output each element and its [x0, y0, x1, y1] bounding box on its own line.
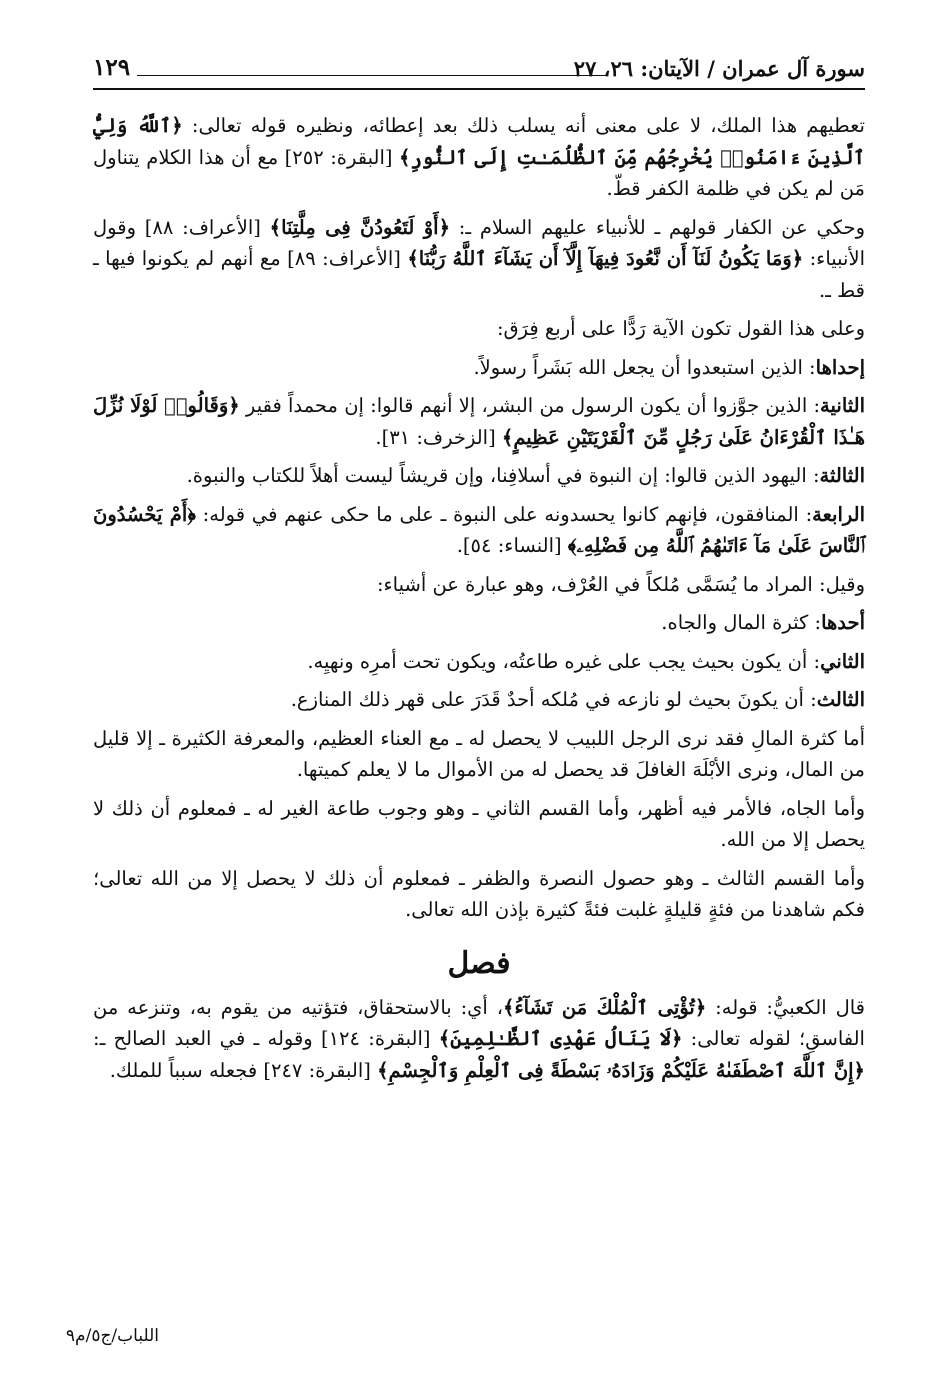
paragraph-text: : المنافقون، فإنهم كانوا يحسدونه على النبوة ـ على ما حكى عنهم في قوله:: [195, 502, 813, 526]
footer-signature: اللباب/ج٥/م٩: [65, 1326, 159, 1346]
quran-verse: ﴿وَقَالُوا۟ لَوْلَا نُزِّلَ هَـٰذَا ٱلْقُرْءَانُ عَلَىٰ رَجُلٍ مِّنَ ٱلْقَرْيَتَيْنِ عَظِيمٍ﴾: [93, 394, 865, 449]
quran-verse: ﴿أَوْ لَتَعُودُنَّ فِى مِلَّتِنَا﴾: [269, 215, 450, 239]
paragraph-text: : اليهود الذين قالوا: إن النبوة في أسلافِنا، وإن قريشاً ليست أهلاً للكتاب والنبوة.: [186, 464, 820, 487]
paragraph-text: : أن يكونَ بحيث لو نازعه في مُلكه أحدٌ قَدَرَ على قهر ذلك المنازع.: [290, 688, 817, 711]
item-label: الثاني: [820, 649, 865, 673]
paragraph: [93, 646, 865, 678]
quran-verse: ﴿ٱللَّهُ وَلِيُّ ٱلَّذِينَ ءَامَنُوا۟ يُخْرِجُهُم مِّنَ ٱلظُّلُمَـٰتِ إِلَى ٱلنُّورِ﴾: [93, 114, 865, 169]
paragraph-text: [النساء: ٥٤].: [456, 534, 568, 557]
paragraph: أما كثرة المالِ فقد نرى الرجل اللبيب لا يحصل له ـ مع العناء العظيم، والمعرفة الكثيرة ـ إلا قليل من المال، ونرى الأبْلَهَ الغافلَ قد يحصل له من الأموال ما لا يعلم كميتها.: [93, 726, 865, 781]
page-header: [93, 44, 865, 84]
paragraph-text: : الذين استبعدوا أن يجعل الله بَشَراً رسولاً.: [473, 355, 816, 379]
paragraph-text: قال الكعبيُّ: قوله:: [706, 995, 865, 1019]
section-heading: فصل: [447, 945, 511, 981]
item-label: إحداها: [815, 355, 865, 379]
quran-verse: ﴿أَمْ يَحْسُدُونَ ٱلنَّاسَ عَلَىٰ مَآ ءَاتَىٰهُمُ ٱللَّهُ مِن فَضْلِهِۦ﴾: [93, 502, 865, 557]
paragraph-text: : الذين جوَّزوا أن يكون الرسول من البشر، إلا أنهم قالوا: إن محمداً فقير: [239, 394, 821, 417]
paragraph: [93, 110, 865, 205]
paragraph-text: : كثرة المال والجاه.: [661, 611, 822, 634]
header-divider: [93, 88, 865, 90]
paragraph-text: تعطيهم هذا الملك، لا على معنى أنه يسلب ذلك بعد إعطائه، ونظيره قوله تعالى:: [182, 114, 865, 137]
paragraph: [93, 607, 865, 639]
paragraph-text: [البقرة: ١٢٤] وقوله ـ في العبد الصالح ـ:: [93, 1027, 439, 1050]
item-label: الثانية: [820, 394, 865, 417]
paragraph: [93, 390, 865, 453]
item-label: الثالثة: [819, 464, 865, 487]
item-label: أحدها: [821, 611, 865, 634]
paragraph-text: [الأعراف: ٨٩] مع أنهم لم يكونوا فيها ـ قط ـ.: [93, 247, 865, 302]
paragraph-text: [البقرة: ٢٥٢] مع أن هذا الكلام يتناول مَن لم يكن في ظلمة الكفر قطّ.: [93, 145, 865, 200]
paragraph: [93, 352, 865, 384]
paragraph: [93, 499, 865, 562]
paragraph-text: [البقرة: ٢٤٧] فجعله سبباً للملك.: [109, 1058, 378, 1082]
paragraph-text: وحكي عن الكفار قولهم ـ للأنبياء عليهم السلام ـ:: [450, 215, 866, 239]
quran-verse: ﴿تُؤْتِى ٱلْمُلْكَ مَن تَشَآءُ﴾: [503, 995, 707, 1019]
paragraph: [93, 992, 865, 1087]
paragraph: [93, 684, 865, 716]
paragraph: وعلى هذا القول تكون الآية رَدًّا على أربع فِرَق:: [496, 317, 865, 340]
running-title: سورة آل عمران / الآيتان: ٢٦، ٢٧: [573, 56, 865, 81]
quran-verse: ﴿لَا يَنَالُ عَهْدِى ٱلظَّـٰلِمِينَ﴾: [438, 1027, 683, 1050]
paragraph: [93, 460, 865, 492]
item-label: الرابعة: [812, 502, 865, 526]
quran-verse: ﴿وَمَا يَكُونُ لَنَآ أَن نَّعُودَ فِيهَآ إِلَّآ أَن يَشَآءَ ٱللَّهُ رَبُّنَا﴾: [407, 247, 804, 270]
paragraph: وأما الجاه، فالأمر فيه أظهر، وأما القسم الثاني ـ وهو وجوب طاعة الغير له ـ فمعلوم أن ذلك لا يحصل إلا من الله.: [93, 796, 865, 851]
paragraph-text: [الأعراف: ٨٨] وقول الأنبياء:: [93, 215, 866, 270]
header-line: [137, 75, 607, 76]
paragraph-text: ، أي: بالاستحقاق، فتؤتيه من يقوم به، وتنزعه من الفاسقِ؛ لقوله تعالى:: [93, 995, 865, 1050]
item-label: الثالث: [816, 688, 865, 711]
paragraph: وقيل: المراد ما يُسَمَّى مُلكاً في العُرْف، وهو عبارة عن أشياء:: [376, 572, 865, 596]
paragraph: وأما القسم الثالث ـ وهو حصول النصرة والظفر ـ فمعلوم أن ذلك لا يحصل إلا من الله تعالى؛ فكم شاهدنا من فئةٍ قليلةٍ غلبت فئةً كثيرة بإذن الله تعالى.: [93, 866, 865, 921]
paragraph: [93, 212, 865, 307]
quran-verse: ﴿إِنَّ ٱللَّهَ ٱصْطَفَىٰهُ عَلَيْكُمْ وَزَادَهُۥ بَسْطَةً فِى ٱلْعِلْمِ وَٱلْجِسْمِ﴾: [377, 1058, 865, 1082]
paragraph-text: [الزخرف: ٣١].: [375, 425, 502, 449]
page-body: [93, 110, 865, 1093]
page-number: ١٢٩: [93, 54, 131, 81]
paragraph-text: : أن يكون بحيث يجب على غيره طاعتُه، ويكون تحت أمرِه ونهيِه.: [307, 649, 821, 673]
